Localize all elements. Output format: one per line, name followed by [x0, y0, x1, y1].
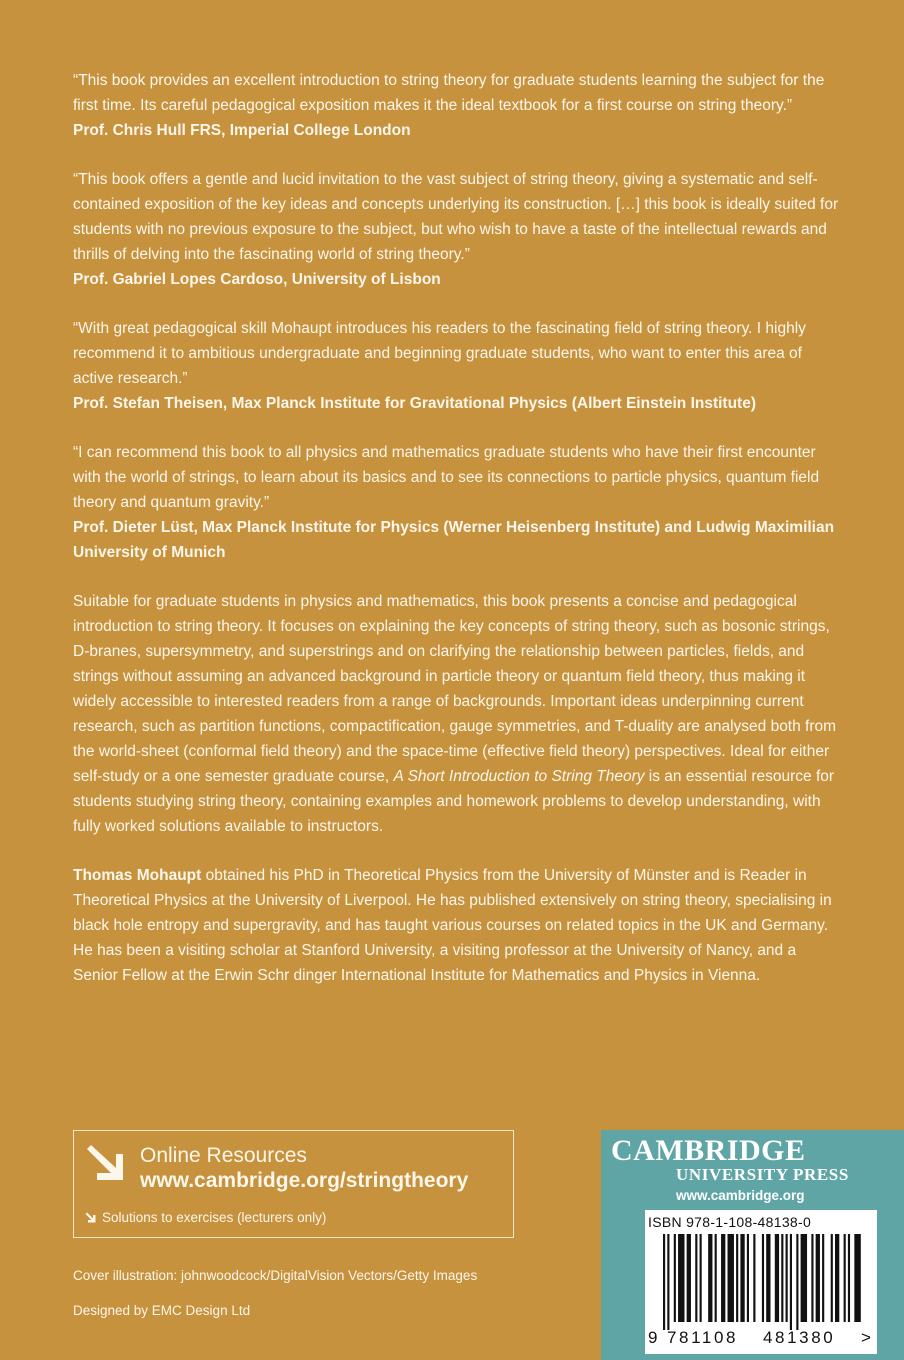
barcode-bar [678, 1234, 684, 1322]
barcode-bar [835, 1234, 839, 1322]
book-title: A Short Introduction to String Theory [393, 768, 645, 785]
author-name: Thomas Mohaupt [73, 867, 202, 884]
barcode-bar [667, 1234, 669, 1330]
online-resources-link[interactable]: www.cambridge.org/stringtheory [140, 1169, 469, 1192]
barcode-bar [854, 1234, 860, 1322]
barcode-bar [687, 1234, 691, 1322]
endorsement-attribution: Prof. Chris Hull FRS, Imperial College London [73, 122, 411, 139]
barcode-right-group: 481380 [763, 1328, 836, 1347]
barcode-bar [766, 1234, 770, 1322]
barcode-lead-digit: 9 [648, 1328, 658, 1347]
barcode-bar [728, 1234, 734, 1322]
endorsement-quote: “This book offers a gentle and lucid invitation to the vast subject of string theory, giving a systematic and self-contained exposition of the key ideas and concepts underlying its construction. […] this book is ideally suited for students with no previous exposure to the subject, but who wish to have a taste of the intellectual rewards and thrills of delving into the fascinating world of string theory.” [73, 171, 839, 263]
description-text-end: is an essential resource for students studying string theory, containing examples and homework problems to develop understanding, with fully worked solutions available to instructors. [73, 768, 835, 835]
barcode-bar [736, 1234, 738, 1322]
endorsement [73, 440, 843, 565]
endorsement [73, 316, 843, 416]
barcode-bar [740, 1234, 744, 1322]
endorsement-attribution: Prof. Gabriel Lopes Cardoso, University of Lisbon [73, 271, 441, 288]
barcode-bar [811, 1234, 813, 1322]
barcode-bar [822, 1234, 824, 1322]
small-arrow-icon [85, 1212, 97, 1224]
endorsement-quote: “With great pedagogical skill Mohaupt introduces his readers to the fascinating field of string theory. I highly recommend it to ambitious undergraduate and beginning graduate students, who want to enter this area of active research.” [73, 320, 806, 387]
barcode-bar [663, 1234, 665, 1330]
design-credit: Designed by EMC Design Ltd [73, 1303, 251, 1318]
endorsement [73, 167, 843, 292]
isbn: ISBN 978-1-108-48138-0 [648, 1214, 812, 1230]
barcode-bar [674, 1234, 676, 1322]
online-resources-box [73, 1130, 514, 1238]
barcode-bar [721, 1234, 725, 1322]
publisher-website[interactable]: www.cambridge.org [676, 1188, 805, 1203]
arrow-down-right-icon [85, 1142, 129, 1186]
barcode-bar [708, 1234, 712, 1322]
barcode [645, 1210, 877, 1354]
book-description [73, 589, 843, 839]
endorsement-quote: “I can recommend this book to all physics and mathematics graduate students who have their first encounter with the world of strings, to learn about its basics and to see its connections to particle physics, quantum field theory and quantum gravity.” [73, 444, 820, 511]
barcode-bar [747, 1234, 749, 1322]
publisher-name: CAMBRIDGE [611, 1134, 806, 1167]
barcode-bar [762, 1234, 764, 1322]
barcode-bar [796, 1234, 798, 1330]
online-resources-title: Online Resources [140, 1144, 307, 1167]
barcode-bar [753, 1234, 755, 1322]
barcode-bar [848, 1234, 850, 1322]
barcode-trail-mark: > [861, 1328, 871, 1347]
barcode-bar [715, 1234, 717, 1322]
barcode-bar [695, 1234, 697, 1322]
barcode-bars [645, 1234, 877, 1330]
description-text: Suitable for graduate students in physics and mathematics, this book presents a concise and pedagogical introduction to string theory. It focuses on explaining the key concepts of string theory, such as bosonic strings, D-branes, supersymmetry, and superstrings and on clarifying the relationship between particles, fields, and strings without assuming an advanced background in particle theory or quantum field theory, thus making it widely accessible to interested readers from a range of backgrounds. Important ideas underpinning current research, such as partition functions, compactification, gauge symmetries, and T-duality are analysed both from the world-sheet (conformal field theory) and the space-time (effective field theory) perspectives. Ideal for either self-study or a one semester graduate course, [73, 593, 837, 785]
barcode-bar [700, 1234, 702, 1322]
endorsement-attribution: Prof. Stefan Theisen, Max Planck Institute for Gravitational Physics (Albert Einstein Institute) [73, 395, 756, 412]
publisher-panel [601, 1130, 904, 1360]
solutions-note [85, 1209, 326, 1227]
barcode-bar [844, 1234, 846, 1322]
barcode-bar [786, 1234, 788, 1322]
barcode-bar [801, 1234, 807, 1322]
publisher-press: UNIVERSITY PRESS [676, 1165, 849, 1184]
barcode-left-group: 781108 [667, 1328, 739, 1347]
barcode-bar [831, 1234, 833, 1322]
barcode-bar [781, 1234, 783, 1322]
solutions-text: Solutions to exercises (lecturers only) [102, 1210, 327, 1225]
endorsement [73, 68, 843, 143]
cover-text [73, 68, 843, 988]
author-bio-text: obtained his PhD in Theoretical Physics from the University of Münster and is Reader in Theoretical Physics at the University of Liverpool. He has published extensively on string theory, specialising in black hole entropy and supergravity, and has taught various courses on related topics in the UK and Germany. He has been a visiting scholar at Stanford University, a visiting professor at the University of Nancy, and a Senior Fellow at the Erwin Schr dinger International Institute for Mathematics and Physics in Vienna. [73, 867, 832, 984]
barcode-bar [790, 1234, 792, 1330]
author-bio [73, 863, 843, 988]
barcode-bar [775, 1234, 779, 1322]
endorsement-attribution: Prof. Dieter Lüst, Max Planck Institute for Physics (Werner Heisenberg Institute) and Ludwig Maximilian University of Munich [73, 519, 835, 561]
endorsement-quote: “This book provides an excellent introduction to string theory for graduate students learning the subject for the first time. Its careful pedagogical exposition makes it the ideal textbook for a first course on string theory.” [73, 72, 825, 114]
cover-illustration-credit: Cover illustration: johnwoodcock/DigitalVision Vectors/Getty Images [73, 1268, 478, 1283]
barcode-bar [816, 1234, 820, 1322]
